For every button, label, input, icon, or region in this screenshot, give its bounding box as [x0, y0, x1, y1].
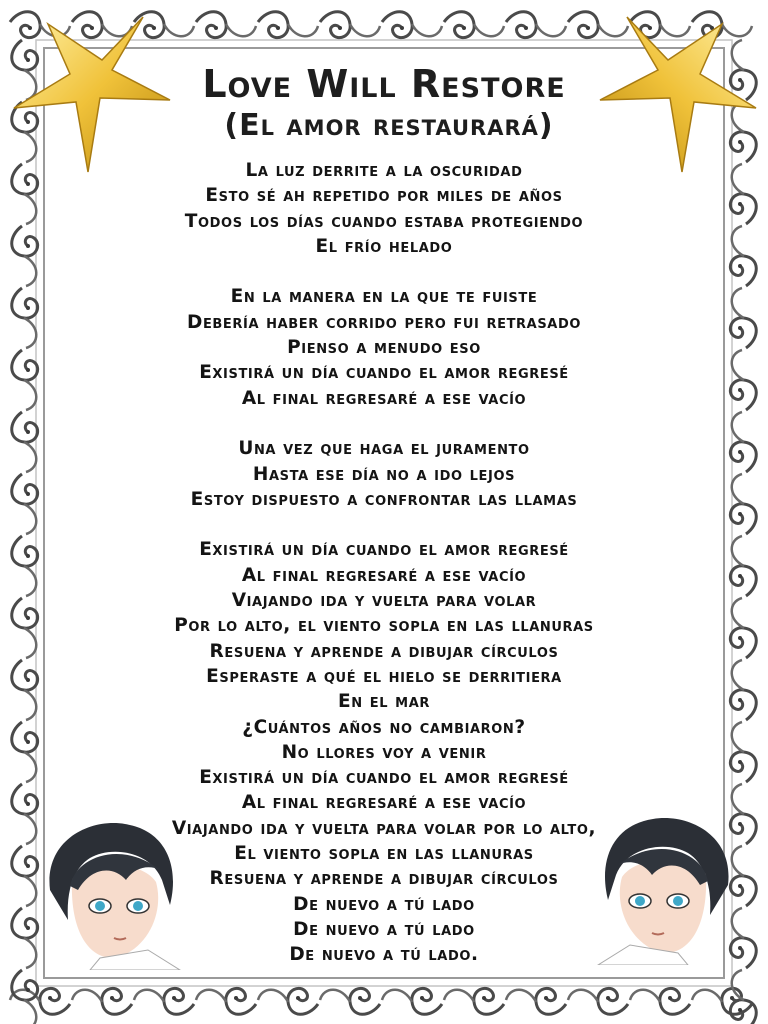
- poem-line: Resuena y aprende a dibujar círculos: [209, 868, 559, 890]
- poem-line: Esto sé ah repetido por miles de años: [205, 185, 563, 207]
- character-portrait-left: [30, 810, 190, 970]
- poem-line: Viajando ida y vuelta para volar por lo alto,: [171, 817, 597, 839]
- poem-line: En la manera en la que te fuiste: [230, 286, 538, 308]
- poem-line: Una vez que haga el juramento: [238, 438, 530, 460]
- poem-line: El frío helado: [315, 235, 453, 257]
- border-ornament: [730, 288, 756, 348]
- stanza-4: [118, 537, 650, 967]
- border-ornament: [568, 988, 628, 1014]
- character-portrait-right: [588, 805, 748, 965]
- poem-line: Esperaste a qué el hielo se derritiera: [206, 665, 562, 687]
- border-ornament: [506, 988, 566, 1014]
- poem-line: Hasta ese día no a ido lejos: [252, 463, 516, 485]
- border-ornament: [12, 226, 38, 286]
- border-ornament: [12, 288, 38, 348]
- border-ornament: [72, 988, 132, 1014]
- poem-body: [118, 158, 650, 968]
- poem-line: En el mar: [338, 691, 430, 713]
- border-ornament: [12, 350, 38, 410]
- page-subtitle: (El amor restaurará): [224, 108, 554, 143]
- poem-line: La luz derrite a la oscuridad: [245, 160, 523, 181]
- poem-line: Al final regresaré a ese vacío: [241, 387, 527, 409]
- border-ornament: [134, 988, 194, 1014]
- poem-line: De nuevo a tú lado: [293, 893, 475, 915]
- border-ornament: [444, 12, 504, 38]
- border-ornament: [320, 12, 380, 38]
- poem-title-block: [0, 62, 768, 146]
- border-ornament: [196, 12, 256, 38]
- border-ornament: [258, 12, 318, 38]
- border-ornament: [10, 988, 70, 1014]
- border-ornament: [444, 988, 504, 1014]
- poem-line: Al final regresaré a ese vacío: [241, 792, 527, 814]
- border-ornament: [730, 350, 756, 410]
- border-ornament: [382, 12, 442, 38]
- poem-line: Existirá un día cuando el amor regresé: [199, 767, 569, 789]
- poem-line: De nuevo a tú lado.: [289, 944, 479, 966]
- poem-line: ¿Cuántos años no cambiaron?: [242, 716, 526, 738]
- poem-line: Debería haber corrido pero fui retrasado: [186, 311, 581, 333]
- poem-line: Existirá un día cuando el amor regresé: [199, 362, 569, 384]
- border-ornament: [506, 12, 566, 38]
- stanza-1: [118, 158, 650, 259]
- border-ornament: [12, 474, 38, 534]
- page-title: Love Will Restore: [202, 62, 566, 106]
- poem-line: Estoy dispuesto a confrontar las llamas: [190, 488, 578, 510]
- border-ornament: [12, 970, 38, 1024]
- border-ornament: [12, 412, 38, 472]
- border-ornament: [730, 722, 756, 782]
- border-ornament: [630, 988, 690, 1014]
- stanza-gap: [118, 411, 650, 436]
- stanza-3: [118, 436, 650, 512]
- stanza-2: [118, 284, 650, 410]
- border-ornament: [258, 988, 318, 1014]
- border-ornament: [12, 598, 38, 658]
- border-ornament: [730, 226, 756, 286]
- border-ornament: [730, 598, 756, 658]
- border-ornament: [12, 536, 38, 596]
- stanza-gap: [118, 512, 650, 537]
- border-ornament: [12, 722, 38, 782]
- border-ornament: [12, 660, 38, 720]
- poem-line: El viento sopla en las llanuras: [234, 843, 534, 865]
- stanza-gap: [118, 259, 650, 284]
- poem-line: No llores voy a venir: [281, 741, 487, 763]
- border-ornament: [730, 660, 756, 720]
- border-ornament: [382, 988, 442, 1014]
- border-ornament: [730, 536, 756, 596]
- poem-line: Por lo alto, el viento sopla en las llanuras: [174, 615, 594, 637]
- border-ornament: [196, 988, 256, 1014]
- poem-line: Pienso a menudo eso: [287, 337, 481, 359]
- border-ornament: [730, 412, 756, 472]
- poem-line: Viajando ida y vuelta para volar: [231, 590, 537, 612]
- border-ornament: [730, 474, 756, 534]
- poem-line: Al final regresaré a ese vacío: [241, 564, 527, 586]
- poem-line: Existirá un día cuando el amor regresé: [199, 539, 569, 561]
- poem-line: Todos los días cuando estaba protegiendo: [184, 210, 584, 232]
- border-ornament: [320, 988, 380, 1014]
- poem-line: Resuena y aprende a dibujar círculos: [209, 640, 559, 662]
- poem-line: De nuevo a tú lado: [293, 918, 475, 940]
- border-ornament: [730, 970, 756, 1024]
